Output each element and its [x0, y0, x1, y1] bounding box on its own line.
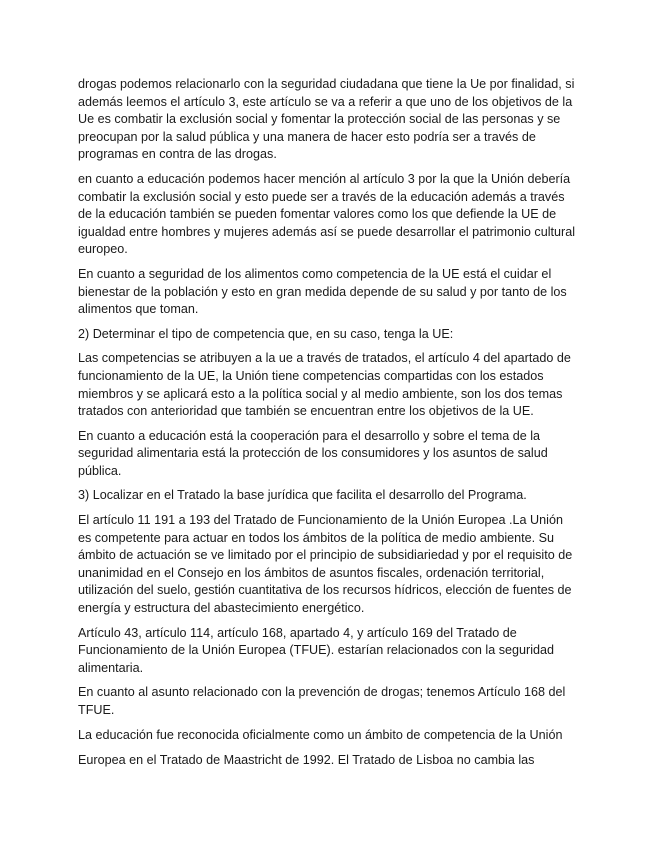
paragraph-cooperacion-desarrollo: En cuanto a educación está la cooperación para el desarrollo y sobre el tema de la seguridad alimentaria está la protección de los consumidores y los asuntos de salud pública. — [78, 428, 548, 478]
paragraph-articulo-191-193: El artículo 11 191 a 193 del Tratado de Funcionamiento de la Unión Europea .La Unión es competente para actuar en todos los ámbitos de la política de medio ambiente. Su ámbito de actuación se ve limitado por el principio de subsidiariedad y por el requisito de unanimidad en el Consejo en los ámbitos de asuntos fiscales, ordenación territorial, utilización del suelo, gestión cuantitativa de los recursos hídricos, elección de fuentes de energía y estructura del abastecimiento energético. — [78, 513, 573, 616]
paragraph-educacion-articulo-3: en cuanto a educación podemos hacer mención al artículo 3 por la que la Unión debería combatir la exclusión social y esto puede ser a través de la educación además a través de la educación también se pueden fomentar valores como los que defiende la UE de igualdad entre hombres y mujeres además así se puede desarrollar el patrimonio cultural europeo. — [78, 171, 576, 257]
heading-tipo-competencia: 2) Determinar el tipo de competencia que, en su caso, tenga la UE: — [78, 326, 454, 341]
paragraph-drogas-seguridad: drogas podemos relacionarlo con la seguridad ciudadana que tiene la Ue por finalidad, si además leemos el artículo 3, este artículo se va a referir a que uno de los objetivos de la Ue es combatir la exclusión social y fomentar la protección social de las personas y se preocupan por la salud pública y una manera de hacer esto podría ser a través de programas en contra de las drogas. — [78, 77, 575, 162]
paragraph-educacion-reconocida: La educación fue reconocida oficialmente como un ámbito de competencia de la Unión — [78, 727, 563, 742]
paragraph-prevencion-drogas: En cuanto al asunto relacionado con la prevención de drogas; tenemos Artículo 168 del TFUE. — [78, 685, 566, 717]
paragraph-articulos-seguridad-alimentaria: Artículo 43, artículo 114, artículo 168, apartado 4, y artículo 169 del Tratado de Funcionamiento de la Unión Europea (TFUE). estarían relacionados con la seguridad alimentaria. — [78, 625, 555, 675]
paragraph-competencias-atribuidas: Las competencias se atribuyen a la ue a través de tratados, el artículo 4 del apartado de funcionamiento de la UE, la Unión tiene competencias compartidas con los estados miembros y se aplicará esto a la política social y al medio ambiente, son los dos temas tratados con anterioridad que también se encuentran entre los objetivos de la UE. — [78, 351, 571, 419]
document-body — [78, 76, 578, 777]
paragraph-seguridad-alimentos: En cuanto a seguridad de los alimentos como competencia de la UE está el cuidar el bienestar de la población y esto en gran medida depende de su salud y por tanto de los alimentos que toman. — [78, 266, 567, 317]
heading-base-juridica: 3) Localizar en el Tratado la base jurídica que facilita el desarrollo del Programa. — [78, 488, 527, 503]
paragraph-tratado-maastricht: Europea en el Tratado de Maastricht de 1992. El Tratado de Lisboa no cambia las — [78, 753, 535, 768]
